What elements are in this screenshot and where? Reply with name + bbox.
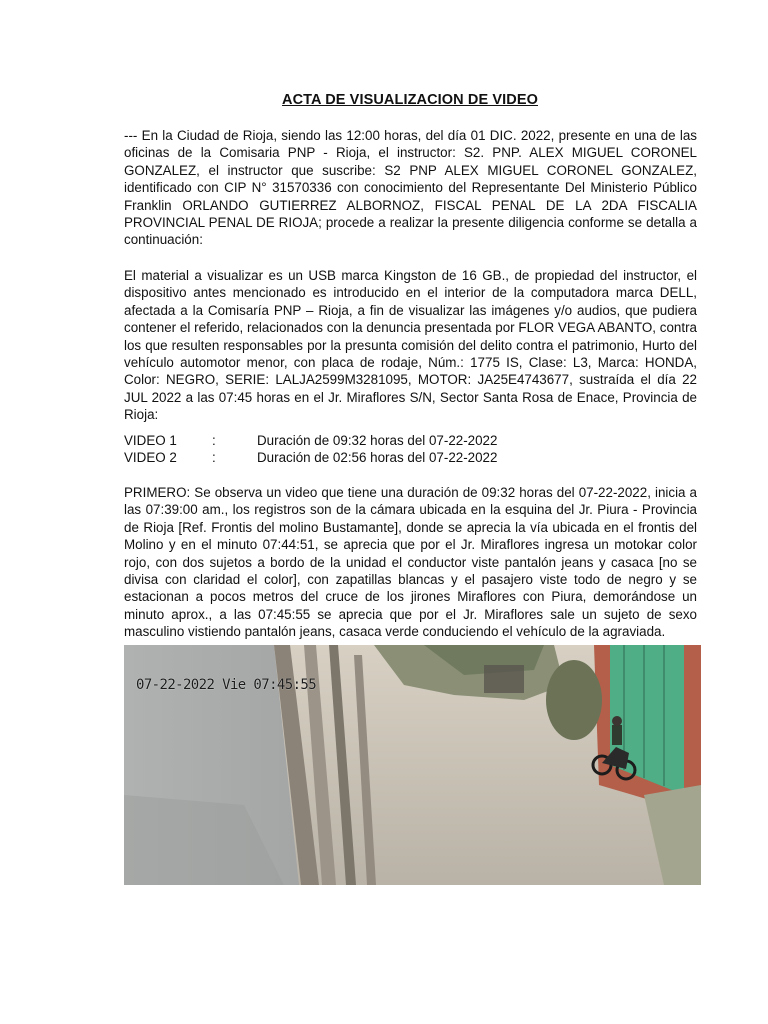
- video-name: VIDEO 1: [124, 433, 177, 448]
- video-duration: Duración de 02:56 horas del 07-22-2022: [257, 450, 498, 465]
- video-duration: Duración de 09:32 horas del 07-22-2022: [257, 433, 498, 448]
- bush: [546, 660, 602, 740]
- document-title: ACTA DE VISUALIZACION DE VIDEO: [282, 92, 538, 108]
- video-list: [124, 432, 497, 466]
- video-separator: :: [212, 450, 216, 465]
- video-separator: :: [212, 433, 216, 448]
- video-row: [124, 449, 497, 466]
- parked-cart: [484, 665, 524, 693]
- cctv-video-frame: [124, 645, 701, 885]
- video-timestamp-overlay: 07-22-2022 Vie 07:45:55: [136, 677, 317, 693]
- video-name: VIDEO 2: [124, 450, 177, 465]
- intro-paragraph: --- En la Ciudad de Rioja, siendo las 12:00 horas, del día 01 DIC. 2022, presente en una de las oficinas de la Comisaria PNP - Rioja, el instructor: S2. PNP. ALEX MIGUEL CORONEL GONZALEZ, el instructor que suscribe: S2 PNP ALEX MIGUEL CORONEL GONZALEZ, identificado con CIP N° 31570336 con conocimiento del Representante Del Ministerio Público Franklin ORLANDO GUTIERREZ ALBORNOZ, FISCAL PENAL DE LA 2DA FISCALIA PROVINCIAL PENAL DE RIOJA; procede a realizar la presente diligencia conforme se detalla a continuación:: [124, 128, 697, 248]
- material-paragraph: El material a visualizar es un USB marca Kingston de 16 GB., de propiedad del instructor, el dispositivo antes mencionado es introducido en el interior de la computadora marca DELL, afectada a la Comisaría PNP – Rioja, a fin de visualizar las imágenes y/o audios, que pudiera contener el referido, relacionados con la denuncia presentada por FLOR VEGA ABANTO, contra los que resulten responsables por la presunta comisión del delito contra el patrimonio, Hurto del vehículo automotor menor, con placa de rodaje, Núm.: 1775 IS, Clase: L3, Marca: HONDA, Color: NEGRO, SERIE: LALJA2599M3281095, MOTOR: JA25E4743677, sustraída el día 22 JUL 2022 a las 07:45 horas en el Jr. Miraflores S/N, Sector Santa Rosa de Enace, Provincia de Rioja:: [124, 268, 697, 423]
- video-row: [124, 432, 497, 449]
- first-observation-paragraph: PRIMERO: Se observa un video que tiene una duración de 09:32 horas del 07-22-2022, inicia a las 07:39:00 am., los registros son de la cámara ubicada en la esquina del Jr. Piura - Provincia de Rioja [Ref. Frontis del molino Bustamante], donde se aprecia la vía ubicada en el frontis del Molino y en el minuto 07:44:51, se aprecia que por el Jr. Miraflores ingresa un motokar color rojo, con dos sujetos a bordo de la unidad el conductor viste pantalón jeans y casaca [no se divisa con claridad el color], con zapatillas blancas y el pasajero viste todo de negro y se estacionan a pocos metros del cruce de los jirones Miraflores con Piura, demorándose un minuto aprox., a las 07:45:55 se aprecia que por el Jr. Miraflores sale un sujeto de sexo masculino vistiendo pantalón jeans, casaca verde conduciendo el vehículo de la agraviada.: [124, 485, 697, 640]
